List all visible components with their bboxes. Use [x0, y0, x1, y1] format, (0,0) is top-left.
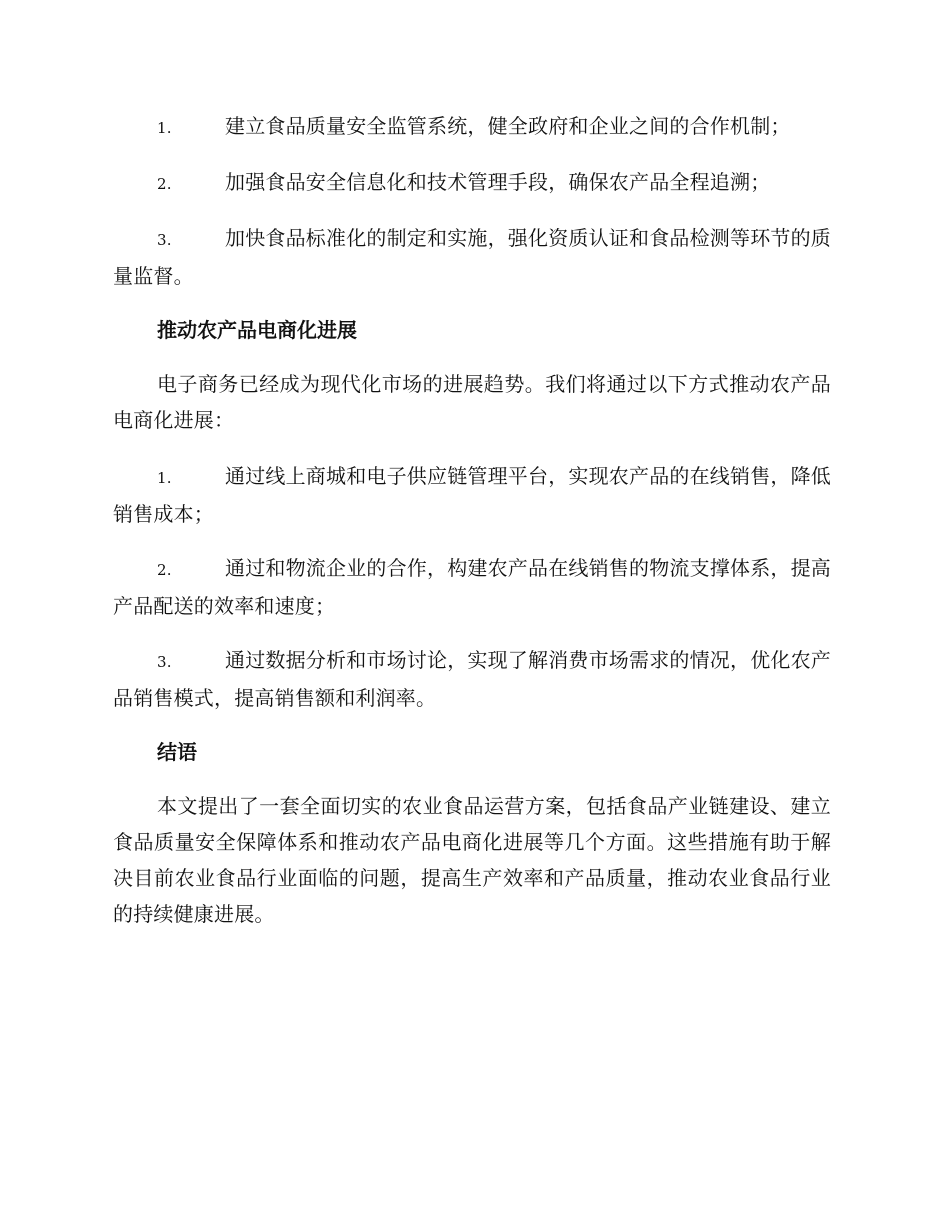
list-item: [113, 458, 831, 532]
list-item: [113, 550, 831, 624]
list-number: 1.: [157, 119, 172, 137]
list-text: 建立食品质量安全监管系统，健全政府和企业之间的合作机制；: [225, 114, 791, 138]
conclusion-paragraph: 本文提出了一套全面切实的农业食品运营方案，包括食品产业链建设、建立食品质量安全保障体系和推动农产品电商化进展等几个方面。这些措施有助于解决目前农业食品行业面临的问题，提高生产效率和产品质量，推动农业食品行业的持续健康进展。: [113, 794, 831, 926]
list-item: [113, 642, 831, 716]
list-number: 1.: [157, 469, 172, 487]
section-heading-ecommerce: 推动农产品电商化进展: [157, 318, 357, 342]
list-number: 3.: [157, 231, 172, 249]
list-text: 通过数据分析和市场讨论，实现了解消费市场需求的情况，优化农产品销售模式，提高销售额和利润率。: [113, 648, 831, 710]
list-item: [113, 164, 831, 202]
list-text: 加快食品标准化的制定和实施，强化资质认证和食品检测等环节的质量监督。: [113, 226, 831, 288]
list-item: [113, 220, 831, 294]
document-content: [113, 108, 831, 952]
list-number: 2.: [157, 175, 172, 193]
section-intro-paragraph: 电子商务已经成为现代化市场的进展趋势。我们将通过以下方式推动农产品电商化进展：: [113, 372, 831, 432]
list-text: 通过和物流企业的合作，构建农产品在线销售的物流支撑体系，提高产品配送的效率和速度；: [113, 556, 831, 618]
list-number: 2.: [157, 561, 172, 579]
section-heading-conclusion: 结语: [157, 740, 197, 764]
list-number: 3.: [157, 653, 172, 671]
list-text: 加强食品安全信息化和技术管理手段，确保农产品全程追溯；: [225, 170, 771, 194]
list-item: [113, 108, 831, 146]
list-text: 通过线上商城和电子供应链管理平台，实现农产品的在线销售，降低销售成本；: [113, 464, 831, 526]
